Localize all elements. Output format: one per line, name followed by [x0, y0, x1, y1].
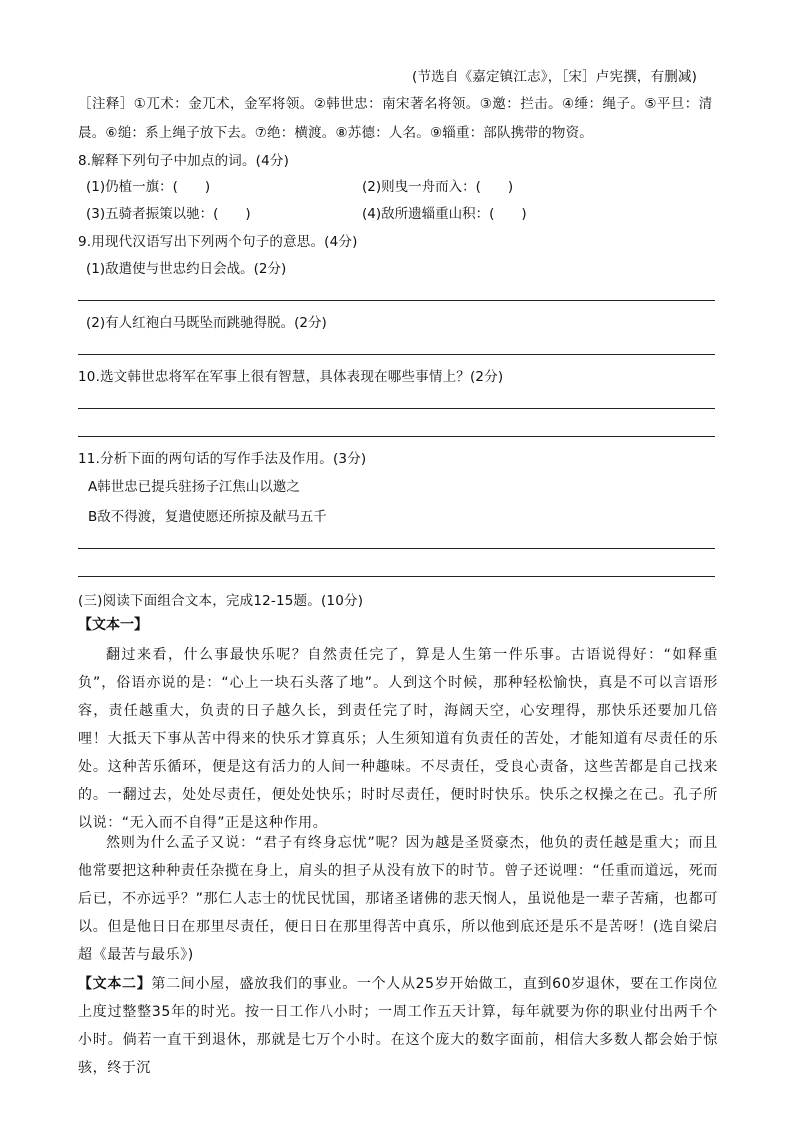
answer-line [78, 548, 715, 549]
text-2-paragraph [78, 970, 718, 1082]
answer-line [78, 576, 715, 577]
question-8-item-4: (4)敌所遗辎重山积：( ) [362, 206, 527, 222]
answer-line [78, 300, 715, 301]
text-1-label: 【文本一】 [78, 617, 148, 633]
answer-line [78, 408, 715, 409]
text-2-content: 第二间小屋，盛放我们的事业。一个人从25岁开始做工，直到60岁退休，要在工作岗位上度过整整35年的时光。按一日工作八小时；一周工作五天计算，每年就要为你的职业付出两千个小时。倘若一直干到退休，那就是七万个小时。在这个庞大的数字面前，相信大多数人都会始于惊骇，终于沉 [78, 976, 718, 1076]
question-11-b: B敌不得渡，复遣使愿还所掠及献马五千 [88, 509, 327, 525]
notes-line-2: 晨。⑥缒：系上绳子放下去。⑦绝：横渡。⑧苏德：人名。⑨辎重：部队携带的物资。 [78, 125, 594, 141]
question-11-a: A韩世忠已提兵驻扬子江焦山以邀之 [88, 479, 300, 495]
answer-line [78, 354, 715, 355]
source-citation: (节选自《嘉定镇江志》，［宋］卢宪撰，有删减) [412, 69, 698, 85]
section-3-heading: (三)阅读下面组合文本，完成12-15题。(10分) [78, 593, 364, 609]
text-1-paragraph-1: 翻过来看，什么事最快乐呢？自然责任完了，算是人生第一件乐事。古语说得好：“如释重负”，俗语亦说的是：“心上一块石头落了地”。人到这个时候，那种轻松愉快，真是不可以言语形容，责任越重大，负责的日子越久长，到责任完了时，海阔天空，心安理得，那快乐还要加几倍哩！大抵天下事从苦中得来的快乐才算真乐；人生须知道有负责任的苦处，才能知道有尽责任的乐处。这种苦乐循环，便是这有活力的人间一种趣味。不尽责任，受良心责备，这些苦都是自己找来的。一翻过去，处处尽责任，便处处快乐；时时尽责任，便时时快乐。快乐之权操之在己。孔子所以说：“无入而不自得”正是这种作用。 [78, 647, 718, 831]
question-8-item-1: (1)仍植一旗：( ) [86, 179, 211, 195]
question-8-item-2: (2)则曳一舟而入：( ) [362, 179, 514, 195]
question-9-item-1: (1)敌遣使与世忠约日会战。(2分) [86, 261, 287, 277]
question-8-title: 8.解释下列句子中加点的词。(4分) [78, 153, 290, 169]
question-10-title: 10.选文韩世忠将军在军事上很有智慧，具体表现在哪些事情上？(2分) [78, 369, 504, 385]
question-9-title: 9.用现代汉语写出下列两个句子的意思。(4分) [78, 234, 358, 250]
answer-line [78, 436, 715, 437]
notes-line-1: ［注释］①兀术：金兀术，金军将领。②韩世忠：南宋著名将领。③邀：拦击。④缍：绳子。⑤平旦：清 [78, 96, 713, 112]
question-9-item-2: (2)有人红袍白马既坠而跳驰得脱。(2分) [86, 315, 327, 331]
text-1-paragraph-2: 然则为什么孟子又说：“君子有终身忘忧”呢？因为越是圣贤豪杰，他负的责任越是重大；而且他常要把这种种责任杂揽在身上，肩头的担子从没有放下的时节。曾子还说哩：“任重而道远，死而后已，不亦远乎？”那仁人志士的忧民忧国，那诸圣诸佛的悲天悯人，虽说他是一辈子苦痛，也都可以。但是他日日在那里尽责任，便日日在那里得苦中真乐，所以他到底还是乐不是苦呀！(选自梁启超《最苦与最乐》) [78, 835, 718, 963]
text-2-label: 【文本二】 [78, 976, 152, 992]
question-11-title: 11.分析下面的两句话的写作手法及作用。(3分) [78, 451, 367, 467]
question-8-item-3: (3)五骑者振策以驰：( ) [86, 206, 251, 222]
